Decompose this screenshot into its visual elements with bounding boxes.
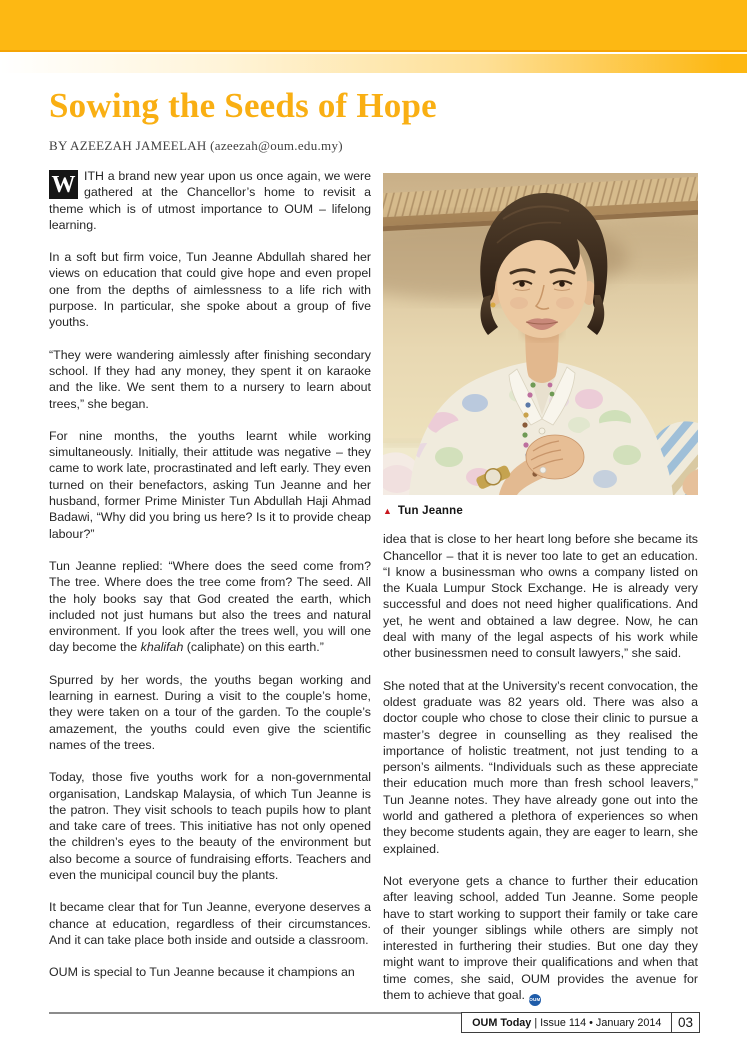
paragraph-text: (caliphate) on this earth.” <box>183 640 324 655</box>
photo-caption: Tun Jeanne <box>397 505 463 517</box>
top-accent-fade <box>0 54 747 73</box>
page-number: 03 <box>671 1012 700 1033</box>
article-body <box>49 168 698 1006</box>
paragraph: For nine months, the youths learnt while working simultaneously. Initially, their attitude was negative – they came to work late, procrastinated and left early. They even turned on their benefactors, asking Tun Jeanne and her husband, former Prime Minister Tun Abdullah Haji Ahmad Badawi, “Why did you bring us here? Is it to provide cheap labour?” <box>49 428 371 541</box>
caption-triangle-icon: ▲ <box>383 505 392 516</box>
paragraph: Spurred by her words, the youths began working and learning in earnest. During a visit to the couple’s home, they were taken on a tour of the garden. To the couple’s amazement, the youths could even give the scientific names of the trees. <box>49 672 371 752</box>
oum-endmark-icon: OUM <box>529 994 541 1006</box>
paragraph: It became clear that for Tun Jeanne, everyone deserves a chance at education, regardless of their circumstances. And it can take place both inside and outside a classroom. <box>49 900 371 947</box>
right-column <box>383 168 698 1006</box>
article-title: Sowing the Seeds of Hope <box>49 86 437 125</box>
left-column <box>49 168 371 1006</box>
italic-term: khalifah <box>140 640 184 655</box>
paragraph: In a soft but firm voice, Tun Jeanne Abdullah shared her views on education that could give hope and even propel one from the depths of aimlessness to a life rich with purpose. In particular, she spoke about a group of five youths. <box>49 250 371 330</box>
footer-boxes <box>461 1012 700 1033</box>
footer-issue-box <box>461 1012 672 1033</box>
top-accent-bar <box>0 0 747 52</box>
dropcap: W <box>49 170 78 199</box>
paragraph: OUM is special to Tun Jeanne because it champions an <box>49 965 355 980</box>
byline: BY AZEEZAH JAMEELAH (azeezah@oum.edu.my) <box>49 138 343 153</box>
paragraph: “They were wandering aimlessly after finishing secondary school. If they had any money, they spent it on karaoke and the like. We sent them to a nursery to learn about trees,” she began. <box>49 347 371 411</box>
tun-jeanne-photo <box>383 173 698 495</box>
paragraph-text: Not everyone gets a chance to further their education after leaving school, added Tun Jeanne. Some people have to start working to support their family or take care of their younger siblings while others are simply not interested in furthering their studies. But one day they might want to improve their qualifications and when that time comes, she said, OUM provides the avenue for them to achieve that goal. <box>383 873 698 1003</box>
paragraph: She noted that at the University’s recent convocation, the oldest graduate was 82 years old. There was also a doctor couple who chose to close their clinic to pursue a master’s degree in counselling as they realised the importance of holistic treatment, not just tending to a person’s ailments. “Individuals such as these appreciate their education much more than fresh school leavers,” Tun Jeanne notes. They have already gone out into the world and gathered a plethora of experiences so when they become students again, they are eager to learn, she explained. <box>383 678 698 856</box>
paragraph: idea that is close to her heart long before she became its Chancellor – that it is never too late to get an education. “I know a businessman who owns a company listed on the Kuala Lumpur Stock Exchange. He is already very successful and does not need higher qualifications. And yet, he went and obtained a law degree. Now, he can deal with many of the legal aspects of his work while other businessmen need to consult lawyers,” she said. <box>383 532 698 661</box>
paragraph <box>49 558 371 656</box>
paragraph <box>49 168 371 233</box>
photo-caption-row <box>383 503 698 519</box>
paragraph-text: Tun Jeanne replied: “Where does the seed come from? The tree. Where does the tree come from? The seed. All the holy books say that God created the earth, which included not just humans but also the trees and natural environment. If you look after the trees well, you will one day become the <box>49 558 371 655</box>
page-footer <box>49 1012 700 1034</box>
paragraph: Today, those five youths work for a non-governmental organisation, Landskap Malaysia, of which Tun Jeanne is the patron. They visit schools to teach pupils how to plant and take care of trees. This initiative has not only opened the children’s eyes to the beauty of the environment but also become a source of fundraising efforts. Teachers and even the municipal council buy the plants. <box>49 770 371 882</box>
paragraph-text: ITH a brand new year upon us once again, we were gathered at the Chancellor’s home to revisit a theme which is of utmost importance to OUM – lifelong learning. <box>49 169 371 232</box>
magazine-name: OUM Today <box>472 1016 532 1029</box>
issue-info: | Issue 114 • January 2014 <box>534 1016 662 1029</box>
paragraph <box>383 873 698 1006</box>
